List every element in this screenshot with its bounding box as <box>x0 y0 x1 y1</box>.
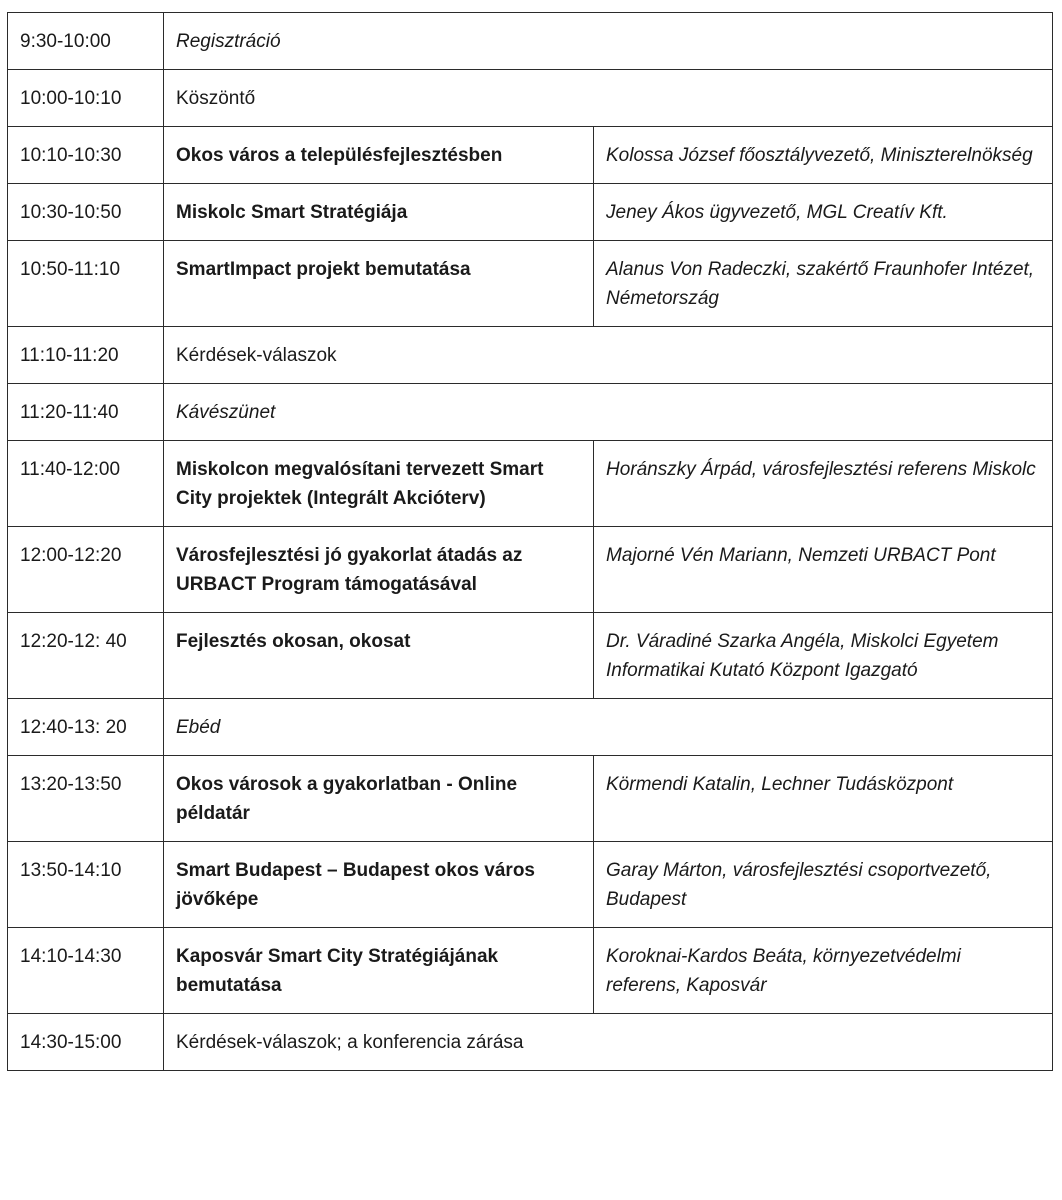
session-title: Miskolc Smart Stratégiája <box>164 184 594 241</box>
speaker-cell: Alanus Von Radeczki, szakértő Fraunhofer Intézet, Németország <box>594 241 1053 327</box>
break-label: Kávészünet <box>164 384 1053 441</box>
speaker-cell: Kolossa József főosztályvezető, Miniszterelnökség <box>594 127 1053 184</box>
table-row <box>8 127 1053 184</box>
table-row <box>8 527 1053 613</box>
table-row <box>8 756 1053 842</box>
time-cell: 13:20-13:50 <box>8 756 164 842</box>
speaker-cell: Dr. Váradiné Szarka Angéla, Miskolci Egyetem Informatikai Kutató Központ Igazgató <box>594 613 1053 699</box>
table-row <box>8 842 1053 928</box>
break-label: Ebéd <box>164 699 1053 756</box>
table-row <box>8 327 1053 384</box>
table-row <box>8 70 1053 127</box>
agenda-body <box>8 13 1053 1071</box>
session-title: Fejlesztés okosan, okosat <box>164 613 594 699</box>
time-cell: 11:40-12:00 <box>8 441 164 527</box>
time-cell: 10:50-11:10 <box>8 241 164 327</box>
table-row <box>8 1014 1053 1071</box>
time-cell: 14:30-15:00 <box>8 1014 164 1071</box>
table-row <box>8 384 1053 441</box>
session-title: Smart Budapest – Budapest okos város jövőképe <box>164 842 594 928</box>
table-row <box>8 184 1053 241</box>
speaker-cell: Majorné Vén Mariann, Nemzeti URBACT Pont <box>594 527 1053 613</box>
time-cell: 10:30-10:50 <box>8 184 164 241</box>
speaker-cell: Jeney Ákos ügyvezető, MGL Creatív Kft. <box>594 184 1053 241</box>
speaker-cell: Koroknai-Kardos Beáta, környezetvédelmi referens, Kaposvár <box>594 928 1053 1014</box>
speaker-cell: Horánszky Árpád, városfejlesztési referens Miskolc <box>594 441 1053 527</box>
break-label: Kérdések-válaszok <box>164 327 1053 384</box>
session-title: SmartImpact projekt bemutatása <box>164 241 594 327</box>
time-cell: 10:00-10:10 <box>8 70 164 127</box>
time-cell: 12:20-12: 40 <box>8 613 164 699</box>
session-title: Okos város a településfejlesztésben <box>164 127 594 184</box>
agenda-table <box>7 12 1053 1071</box>
time-cell: 12:40-13: 20 <box>8 699 164 756</box>
break-label: Köszöntő <box>164 70 1053 127</box>
table-row <box>8 241 1053 327</box>
session-title: Városfejlesztési jó gyakorlat átadás az URBACT Program támogatásával <box>164 527 594 613</box>
session-title: Okos városok a gyakorlatban - Online példatár <box>164 756 594 842</box>
session-title: Kaposvár Smart City Stratégiájának bemutatása <box>164 928 594 1014</box>
time-cell: 10:10-10:30 <box>8 127 164 184</box>
time-cell: 12:00-12:20 <box>8 527 164 613</box>
table-row <box>8 699 1053 756</box>
table-row <box>8 441 1053 527</box>
table-row <box>8 13 1053 70</box>
time-cell: 9:30-10:00 <box>8 13 164 70</box>
table-row <box>8 928 1053 1014</box>
break-label: Regisztráció <box>164 13 1053 70</box>
session-title: Miskolcon megvalósítani tervezett Smart City projektek (Integrált Akcióterv) <box>164 441 594 527</box>
speaker-cell: Garay Márton, városfejlesztési csoportvezető, Budapest <box>594 842 1053 928</box>
time-cell: 13:50-14:10 <box>8 842 164 928</box>
table-row <box>8 613 1053 699</box>
time-cell: 11:10-11:20 <box>8 327 164 384</box>
break-label: Kérdések-válaszok; a konferencia zárása <box>164 1014 1053 1071</box>
time-cell: 14:10-14:30 <box>8 928 164 1014</box>
speaker-cell: Körmendi Katalin, Lechner Tudásközpont <box>594 756 1053 842</box>
time-cell: 11:20-11:40 <box>8 384 164 441</box>
